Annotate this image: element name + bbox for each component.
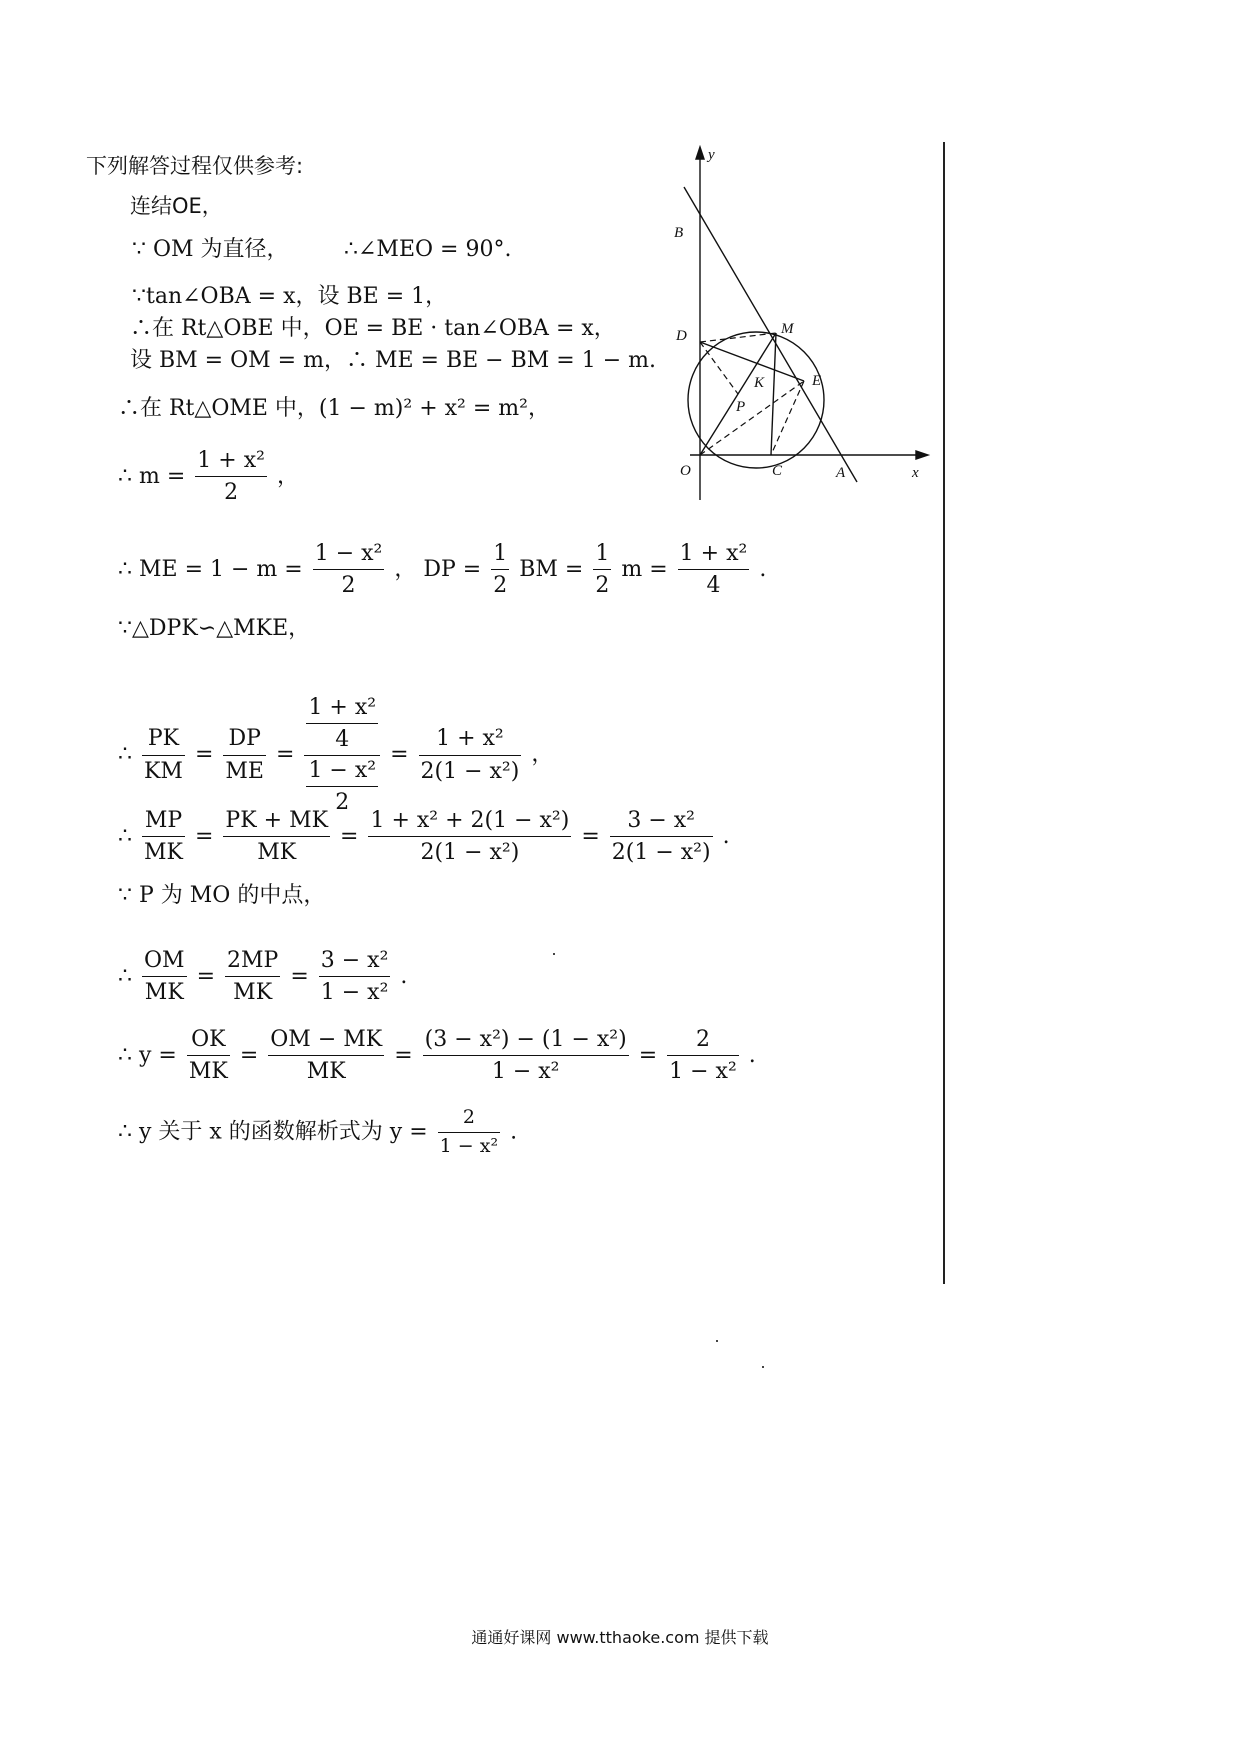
step-mp-mk: ∴ $\frac{MP}{MK}$ = $\frac{PK + MK}{MK}$ = $\frac{\text{1 + x² + 2(1 − x²)}}{\text{2(1 − x²)}}$ = $\frac{\text{3 − x²}}{\text{2(1 − x²)}}$ . (118, 808, 730, 866)
fraction: $\frac{\text{1 − x²}}{2}$ (314, 541, 383, 599)
scan-speck (553, 953, 555, 955)
fraction: $\frac{\text{1 + x²}}{4}$ (308, 695, 377, 753)
step-y-ok-mk: ∴ y = $\frac{OK}{MK}$ = $\frac{OM - MK}{MK}$ = $\frac{\text{(3 − x²) − (1 − x²)}}{\text{1 − x²}}$ = $\frac{2}{\text{1 − x²}}$ . (118, 1027, 756, 1085)
header-text: 下列解答过程仅供参考: (86, 154, 304, 178)
segment-de (700, 342, 804, 381)
segment-mc (771, 333, 776, 455)
label-b: B (674, 225, 684, 241)
label-c: C (772, 463, 783, 479)
fraction: $\frac{1}{2}$ (493, 541, 508, 599)
fraction: $\frac{\text{1 + x²}}{4}$ (679, 541, 748, 599)
fraction: $\frac{PK}{KM}$ (144, 726, 183, 784)
step-final-answer: ∴ y 关于 x 的函数解析式为 y = $\frac{2}{\text{1 − x²}}$ . (118, 1106, 518, 1157)
step-midpoint: ∵ P 为 MO 的中点， (118, 883, 326, 908)
step-similar-triangles: ∵△DPK∽△MKE， (118, 616, 311, 641)
label-p: P (736, 399, 746, 415)
fraction: $\frac{DP}{ME}$ (225, 726, 264, 784)
step-diameter: ∵ OM 为直径， (132, 237, 289, 262)
fraction: $\frac{PK + MK}{MK}$ (225, 808, 329, 866)
label-k: K (754, 375, 765, 391)
fraction: $\frac{\text{1 + x²}}{2}$ (197, 448, 265, 506)
step-om-mk: ∴ $\frac{OM}{MK}$ = $\frac{2MP}{MK}$ = $\frac{\text{3 − x²}}{\text{1 − x²}}$ . (118, 948, 408, 1006)
fraction: $\frac{OK}{MK}$ (188, 1027, 228, 1085)
dashed-ec (771, 381, 804, 455)
vertical-rule (943, 142, 945, 1284)
fraction: $\frac{\text{3 − x²}}{\text{1 − x²}}$ (320, 948, 389, 1006)
fraction: $\frac{2MP}{MK}$ (227, 948, 279, 1006)
step-m-value: ∴ m = $\frac{\text{1 + x²}}{2}$ ， (118, 448, 299, 506)
dashed-oe (700, 381, 804, 455)
fraction: $\frac{\text{3 − x²}}{\text{2(1 − x²)}}$ (611, 808, 711, 866)
x-axis-arrow (916, 451, 928, 459)
scan-speck (716, 1340, 718, 1342)
label-y: y (708, 147, 715, 163)
label-e: E (812, 373, 822, 389)
label-m: M (781, 321, 794, 337)
fraction: $\frac{OM - MK}{MK}$ (270, 1027, 383, 1085)
fraction: $\frac{\text{1 + x²}}{\text{2(1 − x²)}}$ (420, 726, 520, 784)
y-axis-arrow (696, 147, 704, 159)
label-x: x (912, 465, 919, 481)
step-pk-km: ∴ $\frac{PK}{KM}$ = $\frac{DP}{ME}$ = $\frac{\frac{\text{1 + x²}}{4}}{\frac{\text{1 − x²}}{2}}$ = $\frac{\text{1 + x²}}{\text{2(1 − x²)}}$ ， (118, 693, 553, 817)
fraction: $\frac{1}{2}$ (595, 541, 610, 599)
step-rt-ome: ∴在 Rt△OME 中，(1 − m)² + x² = m²， (118, 396, 550, 421)
step-me-dp: ∴ ME = 1 − m = $\frac{\text{1 − x²}}{2}$ ， DP = $\frac{1}{2}$ BM = $\frac{1}{2}$ m = $\frac{\text{1 + x²}}{4}$ . (118, 541, 767, 599)
fraction: $\frac{\text{1 − x²}}{2}$ (308, 757, 377, 815)
footer-text: 通通好课网 www.tthaoke.com 提供下载 (471, 1628, 769, 1647)
step-rt-obe: ∴在 Rt△OBE 中，OE = BE · tan∠OBA = x， (130, 316, 616, 341)
fraction: $\frac{\text{(3 − x²) − (1 − x²)}}{\text{1 − x²}}$ (424, 1027, 627, 1085)
step-connect-oe: 连结OE， (130, 194, 223, 218)
label-o: O (680, 463, 691, 479)
fraction: $\frac{2}{\text{1 − x²}}$ (669, 1027, 737, 1085)
label-d: D (676, 328, 687, 344)
step-bm-om: 设 BM = OM = m，∴ ME = BE − BM = 1 − m. (130, 348, 656, 373)
step-right-angle: ∴∠MEO = 90°. (344, 237, 512, 262)
scan-speck (762, 1366, 764, 1368)
step-tan: ∵tan∠OBA = x，设 BE = 1， (132, 284, 448, 309)
label-a: A (836, 465, 846, 481)
circle (688, 332, 824, 468)
complex-fraction (304, 693, 380, 817)
geometry-figure (650, 145, 940, 505)
fraction: $\frac{MP}{MK}$ (144, 808, 183, 866)
fraction: $\frac{OM}{MK}$ (144, 948, 185, 1006)
fraction: $\frac{2}{\text{1 − x²}}$ (439, 1106, 499, 1157)
fraction: $\frac{\text{1 + x² + 2(1 − x²)}}{\text{2(1 − x²)}}$ (370, 808, 570, 866)
